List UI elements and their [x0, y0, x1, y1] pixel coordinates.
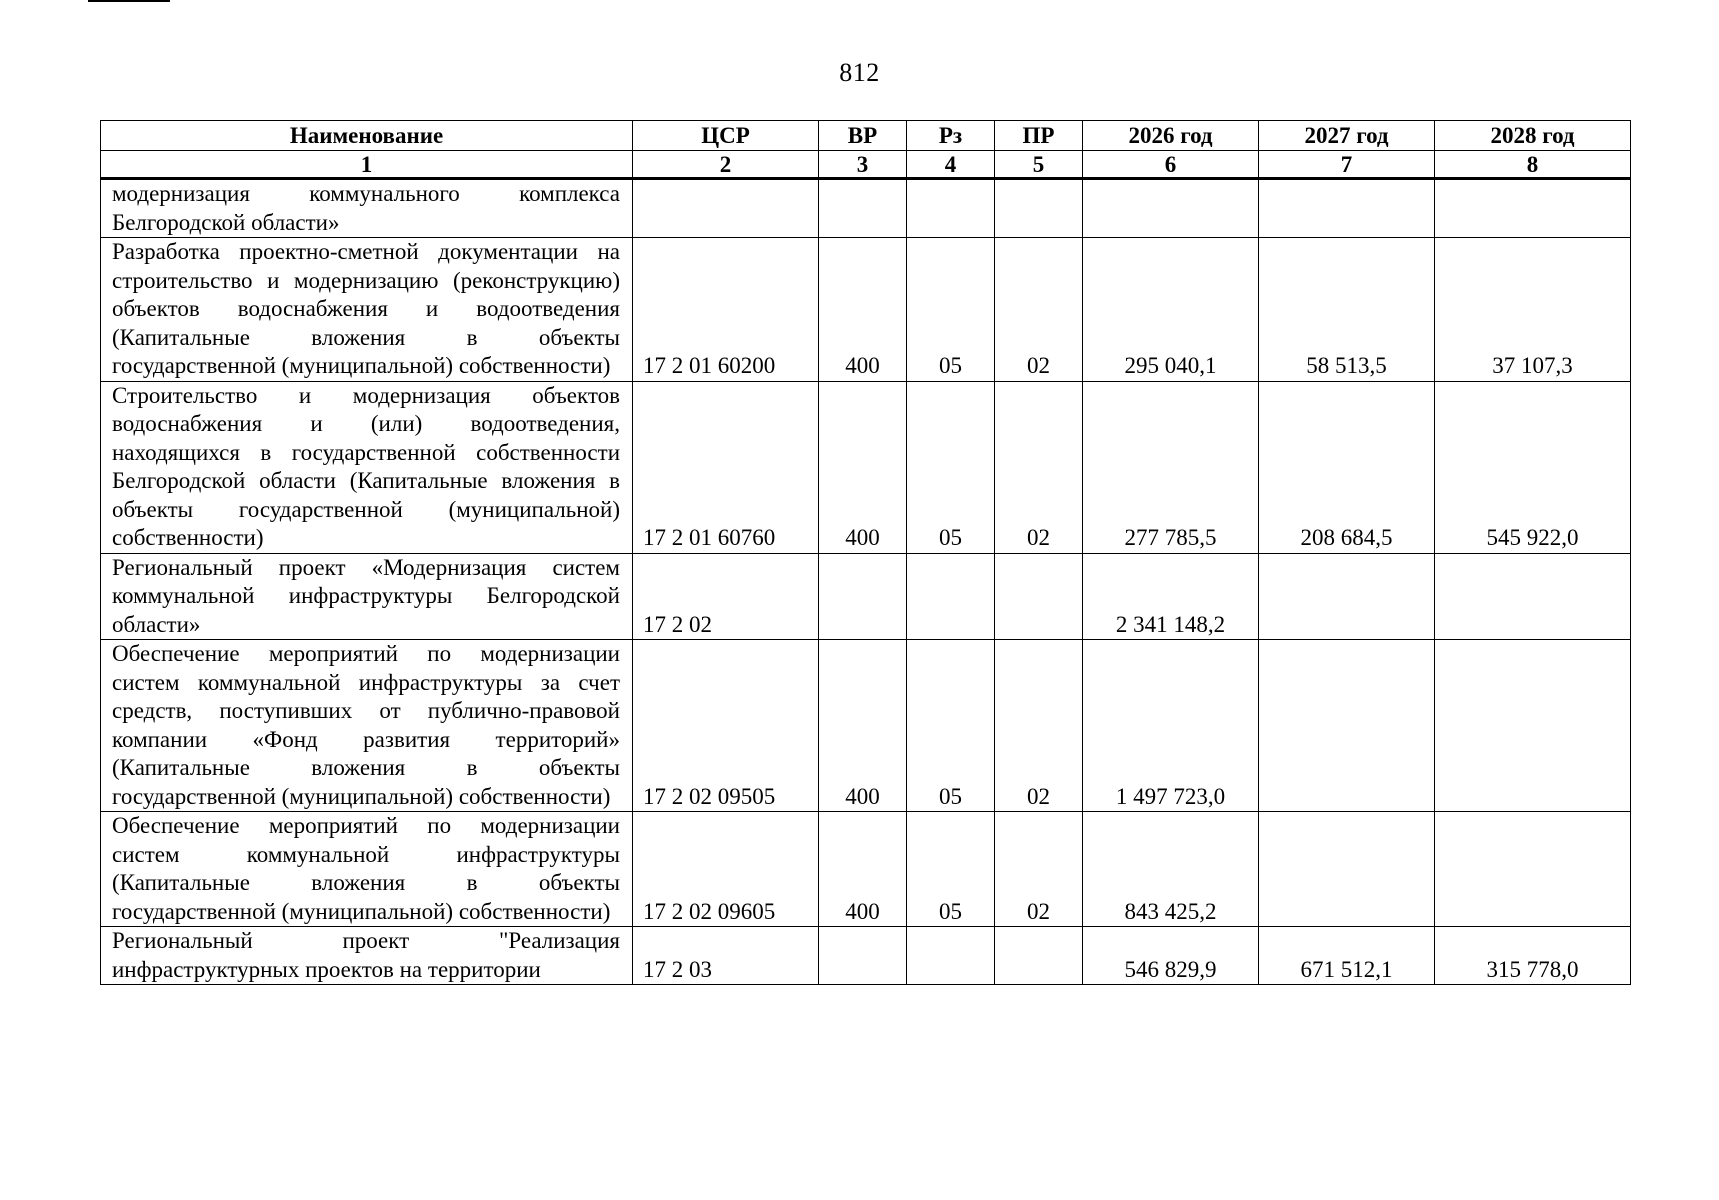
- table-row: [101, 238, 1631, 382]
- row-pr: [995, 927, 1083, 985]
- row-csr: 17 2 02 09505: [633, 640, 819, 812]
- header-2028: 2028 год: [1435, 121, 1631, 151]
- row-2028: [1435, 553, 1631, 640]
- row-rz: [907, 179, 995, 238]
- row-rz: 05: [907, 381, 995, 553]
- row-pr: 02: [995, 238, 1083, 382]
- row-vr: [819, 179, 907, 238]
- table-row: [101, 927, 1631, 985]
- row-2028: 545 922,0: [1435, 381, 1631, 553]
- column-number-row: [101, 151, 1631, 179]
- table-row: [101, 381, 1631, 553]
- row-pr: [995, 553, 1083, 640]
- row-name: Строительство и модернизация объектов водоснабжения и (или) водоотведения, находящихся в государственной собственности Белгородской области (Капитальные вложения в объекты государственной (муниципальной) собственности): [101, 381, 633, 553]
- row-vr: [819, 553, 907, 640]
- header-2026: 2026 год: [1083, 121, 1259, 151]
- row-rz: [907, 927, 995, 985]
- row-2027: [1259, 640, 1435, 812]
- row-name: модернизация коммунального комплекса Белгородской области»: [101, 179, 633, 238]
- column-number: 7: [1259, 151, 1435, 179]
- row-2026: 295 040,1: [1083, 238, 1259, 382]
- row-rz: 05: [907, 640, 995, 812]
- row-2026: 843 425,2: [1083, 812, 1259, 927]
- row-2028: [1435, 812, 1631, 927]
- top-rule: [88, 0, 170, 2]
- row-csr: 17 2 02 09605: [633, 812, 819, 927]
- row-name: Обеспечение мероприятий по модернизации систем коммунальной инфраструктуры за счет средств, поступивших от публично-правовой компании «Фонд развития территорий» (Капитальные вложения в объекты государственной (муниципальной) собственности): [101, 640, 633, 812]
- row-2028: [1435, 640, 1631, 812]
- row-vr: [819, 927, 907, 985]
- row-vr: 400: [819, 640, 907, 812]
- row-name: Региональный проект «Модернизация систем коммунальной инфраструктуры Белгородской области»: [101, 553, 633, 640]
- row-2026: [1083, 179, 1259, 238]
- header-vr: ВР: [819, 121, 907, 151]
- header-row: [101, 121, 1631, 151]
- row-name: Разработка проектно-сметной документации на строительство и модернизацию (реконструкцию) объектов водоснабжения и водоотведения (Капитальные вложения в объекты государственной (муниципальной) собственности): [101, 238, 633, 382]
- header-pr: ПР: [995, 121, 1083, 151]
- table-row: [101, 812, 1631, 927]
- row-2026: 546 829,9: [1083, 927, 1259, 985]
- row-csr: [633, 179, 819, 238]
- row-vr: 400: [819, 381, 907, 553]
- row-2027: [1259, 812, 1435, 927]
- row-pr: [995, 179, 1083, 238]
- row-vr: 400: [819, 812, 907, 927]
- row-2028: [1435, 179, 1631, 238]
- row-pr: 02: [995, 640, 1083, 812]
- row-pr: 02: [995, 381, 1083, 553]
- row-2027: 671 512,1: [1259, 927, 1435, 985]
- table-row: [101, 553, 1631, 640]
- row-csr: 17 2 01 60760: [633, 381, 819, 553]
- header-name: Наименование: [101, 121, 633, 151]
- row-2027: 208 684,5: [1259, 381, 1435, 553]
- row-name: Региональный проект "Реализация инфраструктурных проектов на территории: [101, 927, 633, 985]
- row-2026: 1 497 723,0: [1083, 640, 1259, 812]
- column-number: 8: [1435, 151, 1631, 179]
- column-number: 2: [633, 151, 819, 179]
- row-rz: 05: [907, 812, 995, 927]
- page-number: 812: [839, 58, 880, 87]
- row-vr: 400: [819, 238, 907, 382]
- column-number: 1: [101, 151, 633, 179]
- column-number: 3: [819, 151, 907, 179]
- row-name: Обеспечение мероприятий по модернизации систем коммунальной инфраструктуры (Капитальные вложения в объекты государственной (муниципальной) собственности): [101, 812, 633, 927]
- column-number: 5: [995, 151, 1083, 179]
- row-csr: 17 2 02: [633, 553, 819, 640]
- row-2026: 277 785,5: [1083, 381, 1259, 553]
- header-2027: 2027 год: [1259, 121, 1435, 151]
- row-2027: [1259, 553, 1435, 640]
- row-2027: [1259, 179, 1435, 238]
- row-rz: [907, 553, 995, 640]
- table-row: [101, 179, 1631, 238]
- column-number: 4: [907, 151, 995, 179]
- table-row: [101, 640, 1631, 812]
- row-2028: 37 107,3: [1435, 238, 1631, 382]
- budget-table: [100, 120, 1631, 985]
- row-2026: 2 341 148,2: [1083, 553, 1259, 640]
- row-rz: 05: [907, 238, 995, 382]
- row-csr: 17 2 03: [633, 927, 819, 985]
- row-csr: 17 2 01 60200: [633, 238, 819, 382]
- row-2028: 315 778,0: [1435, 927, 1631, 985]
- header-rz: Рз: [907, 121, 995, 151]
- header-csr: ЦСР: [633, 121, 819, 151]
- row-2027: 58 513,5: [1259, 238, 1435, 382]
- column-number: 6: [1083, 151, 1259, 179]
- row-pr: 02: [995, 812, 1083, 927]
